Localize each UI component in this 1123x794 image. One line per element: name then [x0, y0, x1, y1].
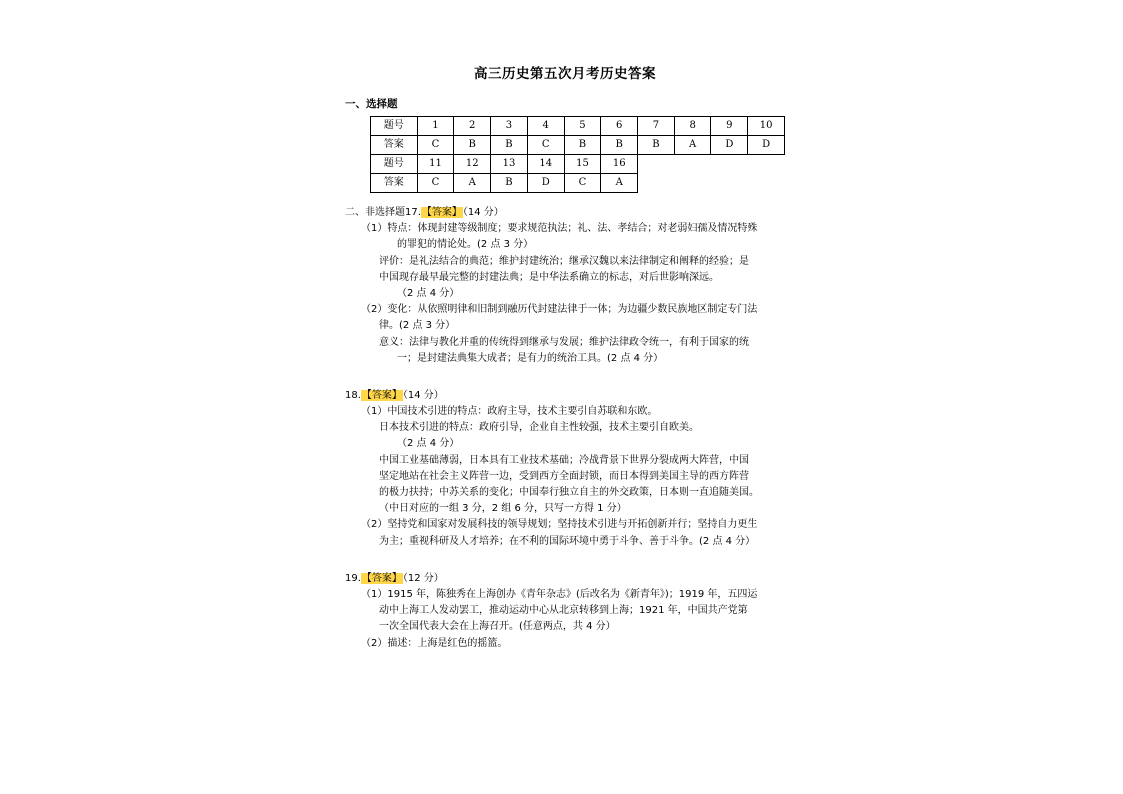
q17-line: （2 点 4 分） — [397, 287, 460, 299]
cell: 12 — [454, 155, 491, 174]
cell-empty — [674, 155, 711, 174]
block-spacer — [345, 550, 785, 559]
q19-line: 动中上海工人发动罢工，推动运动中心从北京转移到上海；1921 年，中国共产党第 — [379, 605, 748, 617]
q17-line: 意义：法律与教化并重的传统得到继承与发展；维护法律政令统一，有利于国家的统 — [379, 336, 749, 348]
document-content — [345, 62, 785, 652]
q18-line: （2 点 4 分） — [397, 438, 460, 450]
question-17-block — [345, 205, 785, 367]
cell: 13 — [491, 155, 528, 174]
cell: 11 — [417, 155, 454, 174]
cell-empty — [638, 155, 675, 174]
cell: 10 — [748, 117, 785, 136]
table-row — [371, 174, 785, 193]
answer-marker: 【答案】 — [361, 389, 402, 401]
question-18-header — [345, 388, 785, 404]
question-19-score: （12 分） — [402, 572, 444, 584]
cell: C — [417, 174, 454, 193]
q17-line: 的罪犯的情论处。(2 点 3 分） — [397, 239, 534, 251]
question-18-block — [345, 388, 785, 550]
cell: A — [674, 136, 711, 155]
question-19-header — [345, 571, 785, 587]
q19-line: 一次全国代表大会在上海召开。(任意两点，共 4 分） — [379, 621, 616, 633]
q18-line: 为主；重视科研及人才培养；在不利的国际环境中勇于斗争、善于斗争。(2 点 4 分） — [379, 535, 756, 547]
cell: 15 — [564, 155, 601, 174]
q17-line: 一；是封建法典集大成者；是有力的统治工具。(2 点 4 分） — [397, 352, 664, 364]
cell: C — [564, 174, 601, 193]
question-17-score: （14 分） — [462, 207, 504, 218]
q18-line: （2）坚持党和国家对发展科技的领导规划；坚持技术引进与开拓创新并行；坚持自力更生 — [361, 519, 758, 531]
cell-empty — [748, 174, 785, 193]
q18-line: 中国工业基础薄弱，日本具有工业技术基础；冷战背景下世界分裂成两大阵营，中国 — [379, 454, 749, 466]
q18-line: 坚定地站在社会主义阵营一边，受到西方全面封锁，而日本得到美国主导的西方阵营 — [379, 470, 749, 482]
cell: D — [711, 136, 748, 155]
section-heading-essay: 二、非选择题17. — [345, 207, 421, 218]
cell: B — [564, 136, 601, 155]
cell: 4 — [527, 117, 564, 136]
q17-line: 中国现存最早最完整的封建法典；是中华法系确立的标志，对后世影响深远。 — [379, 271, 719, 283]
cell: B — [454, 136, 491, 155]
cell: B — [601, 136, 638, 155]
cell: 16 — [601, 155, 638, 174]
cell: 1 — [417, 117, 454, 136]
answer-key-table — [370, 116, 785, 193]
cell-empty — [711, 174, 748, 193]
cell: D — [748, 136, 785, 155]
row-label: 答案 — [371, 174, 418, 193]
block-spacer — [345, 367, 785, 376]
cell-empty — [638, 174, 675, 193]
q18-line: （中日对应的一组 3 分，2 组 6 分，只写一方得 1 分） — [379, 503, 627, 515]
q17-line: （1）特点：体现封建等级制度；要求规范执法；礼、法、孝结合；对老弱妇孺及情况特殊 — [361, 223, 758, 235]
cell-empty — [748, 155, 785, 174]
answer-marker: 【答案】 — [421, 207, 462, 218]
table-row — [371, 155, 785, 174]
table-row — [371, 117, 785, 136]
question-17-header — [345, 205, 785, 221]
cell: 3 — [491, 117, 528, 136]
q17-line: 评价：是礼法结合的典范；维护封建统治；继承汉魏以来法律制定和阐释的经验；是 — [379, 255, 749, 267]
cell: 2 — [454, 117, 491, 136]
cell: A — [454, 174, 491, 193]
question-19-block — [345, 571, 785, 652]
cell: A — [601, 174, 638, 193]
question-18-number: 18. — [345, 389, 361, 401]
cell: D — [527, 174, 564, 193]
cell-empty — [674, 174, 711, 193]
cell: 9 — [711, 117, 748, 136]
section-heading-choice: 一、选择题 — [345, 98, 398, 110]
cell: C — [527, 136, 564, 155]
cell: C — [417, 136, 454, 155]
question-19-number: 19. — [345, 572, 361, 584]
q18-line: 的极力扶持；中苏关系的变化；中国奉行独立自主的外交政策，日本则一直追随美国。 — [379, 487, 759, 498]
table-row — [371, 136, 785, 155]
q18-line: 日本技术引进的特点：政府引导，企业自主性较强，技术主要引自欧美。 — [379, 422, 699, 434]
q18-line: （1）中国技术引进的特点：政府主导，技术主要引自苏联和东欧。 — [361, 406, 658, 418]
cell: B — [491, 174, 528, 193]
cell: 7 — [638, 117, 675, 136]
cell: B — [638, 136, 675, 155]
cell-empty — [711, 155, 748, 174]
answer-marker: 【答案】 — [361, 572, 402, 584]
page-title: 高三历史第五次月考历史答案 — [474, 66, 656, 82]
row-label: 题号 — [371, 117, 418, 136]
q17-line: （2）变化：从依照明律和旧制到融历代封建法律于一体；为边疆少数民族地区制定专门法 — [361, 304, 758, 316]
cell: 6 — [601, 117, 638, 136]
q19-line: （1）1915 年，陈独秀在上海创办《青年杂志》(后改名为《新青年》)；1919 年，五四运 — [361, 588, 758, 600]
cell: 5 — [564, 117, 601, 136]
q19-line: （2）描述：上海是红色的摇篮。 — [361, 637, 508, 649]
question-18-score: （14 分） — [402, 389, 444, 401]
cell: 14 — [527, 155, 564, 174]
cell: 8 — [674, 117, 711, 136]
cell: B — [491, 136, 528, 155]
row-label: 答案 — [371, 136, 418, 155]
row-label: 题号 — [371, 155, 418, 174]
q17-line: 律。(2 点 3 分） — [379, 320, 456, 332]
